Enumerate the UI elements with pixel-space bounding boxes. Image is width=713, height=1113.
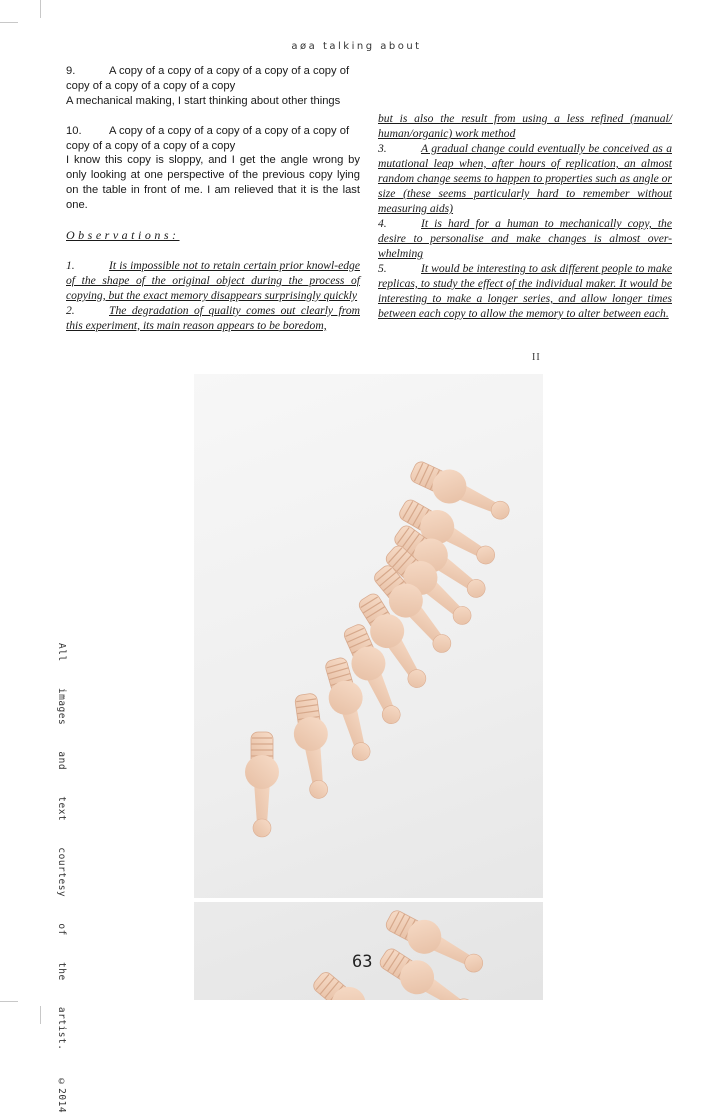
crop-mark-top-left [0, 22, 18, 23]
observation-2: 2. The degradation of quality comes out clearly from this experiment, its main reason appears to be boredom, [66, 303, 360, 332]
crop-mark-top-left-v [40, 0, 41, 18]
section-numeral: II [532, 352, 541, 363]
crop-mark-bottom-left [0, 1001, 18, 1002]
running-header: aøa talking about [291, 41, 422, 52]
observations-heading: Observations: [66, 227, 180, 242]
observation-1: 1. It is impossible not to retain certain prior knowl-edge of the shape of the original object during the process of copying, but the exact memory disappears surprisingly quickly [66, 258, 360, 302]
item-10-note: I know this copy is sloppy, and I get the angle wrong by only looking at one perspective of the previous copy lying on the table in front of me. I am relieved that it is the last one. [66, 154, 360, 212]
item-9-note: A mechanical making, I start thinking about other things [66, 94, 341, 107]
right-text-column [378, 111, 672, 321]
page-number: 63 [352, 952, 373, 972]
item-10: 10. A copy of a copy of a copy of a copy of a copy of copy of a copy of a copy of a copy [66, 124, 350, 152]
observation-3: 3. A gradual change could eventually be conceived as a mutational leap when, after hours of replication, an almost random change seems to happen to properties such as angle or size (these seems particularly hard to remember without measuring aids) [378, 142, 672, 215]
image-credit: All images and text courtesy of the artist. ©2014 [56, 643, 67, 1113]
replica-9 [288, 692, 336, 801]
crop-mark-bottom-left-v [40, 1006, 41, 1024]
clay-replicas-illustration [194, 374, 543, 1000]
observation-4: 4. It is hard for a human to mechanically copy, the desire to personalise and make changes is almost over-whelming [378, 217, 672, 260]
photo-divider [194, 898, 543, 902]
left-text-column [66, 64, 360, 333]
replica-10 [245, 732, 279, 837]
observation-2-continued: but is also the result from using a less refined (manual/ human/organic) work method [378, 112, 672, 140]
artwork-photograph [194, 374, 543, 1000]
observation-5: 5. It would be interesting to ask different people to make replicas, to study the effect of the individual maker. It would be interesting to make a longer series, and allow longer times between each copy to allow the memory to alter between each. [378, 262, 672, 320]
item-9: 9. A copy of a copy of a copy of a copy of a copy of copy of a copy of a copy of a copy [66, 65, 350, 92]
